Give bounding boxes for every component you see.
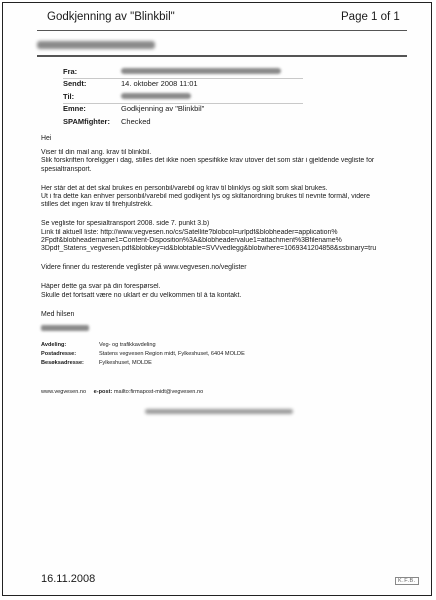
- redacted-footer-text: [145, 409, 293, 414]
- meta-divider: [63, 78, 303, 79]
- sent-value: 14. oktober 2008 11:01: [121, 79, 198, 89]
- header-divider: [37, 30, 407, 31]
- postal-address-label: Postadresse:: [41, 351, 77, 357]
- initials-stamp: K.F.B.: [395, 577, 419, 585]
- sent-row: [63, 78, 281, 91]
- spam-value: Checked: [121, 116, 151, 126]
- redacted-to-address: [121, 93, 191, 99]
- redacted-from-address: [121, 68, 281, 74]
- email-link[interactable]: mailto:firmapost-midt@vegvesen.no: [113, 389, 204, 395]
- sent-label: Sendt:: [63, 79, 87, 89]
- paragraph-1: Viser til din mail ang. krav til blinkbil. Slik forskriften foreligger i dag, stilles det ikke noen spesifikke krav utover det som står i gjeldende vegliste for spesialtransport.: [41, 149, 375, 173]
- paragraph-2: Her står det at det skal brukes en personbil/varebil og krav til blinklys og skilt som skal brukes. Ut i fra dette kan enhver personbil/varebil med godkjent lys og skiltanordning brukes til nevnte formål, videre stilles det ingen krav til firehjulstrekk.: [41, 184, 371, 209]
- meta-divider: [63, 103, 303, 104]
- spam-row: [63, 115, 281, 128]
- email-title: Godkjenning av "Blinkbil": [47, 11, 175, 23]
- sender-divider: [37, 55, 407, 57]
- paragraph-5: Håper dette ga svar på din forespørsel. Skulle det fortsatt være no uklart er du velkommen til å ta kontakt.: [41, 283, 242, 299]
- from-row: [63, 65, 281, 78]
- signature-block: [41, 341, 245, 368]
- visiting-address-label: Besøksadresse:: [41, 360, 84, 366]
- page-number: Page 1 of 1: [341, 11, 400, 23]
- paragraph-3: Se vegliste for spesialtransport 2008. side 7. punkt 3.b) Link til aktuell liste: http://www.vegvesen.no/cs/Satellite?blobcol=urlpdf&blobheader=application% 2Fpdf&blobheadername1=Content-Disposition%3A&blobheadervalue1=attachment%3Bfilename% 3Dpdf_Statens_vegvesen.pdf&blobkey=id&blobtable=SVVvedlegg&blobwhere=1069341204858&ssbinary=tru: [41, 220, 377, 253]
- subject-value: Godkjenning av "Blinkbil": [121, 104, 205, 114]
- paragraph-4: Videre finner du resterende veglister på www.vegvesen.no/veglister: [41, 264, 247, 272]
- scanned-page: [2, 2, 432, 596]
- email-label: e-post:: [93, 389, 113, 395]
- to-row: [63, 90, 281, 103]
- postal-address-value: Statens vegvesen Region midt, Fylkeshuset, 6404 MOLDE: [99, 351, 245, 357]
- closing: Med hilsen: [41, 310, 75, 318]
- redacted-signature-name: [41, 325, 89, 331]
- subject-row: [63, 103, 281, 116]
- from-label: Fra:: [63, 66, 78, 76]
- email-headers: [63, 65, 281, 128]
- to-label: Til:: [63, 91, 75, 101]
- print-date: 16.11.2008: [41, 573, 96, 585]
- redacted-sender-name: [37, 41, 155, 49]
- contact-line: [41, 389, 203, 395]
- website-link[interactable]: www.vegvesen.no: [41, 389, 87, 395]
- email-body: [41, 135, 413, 334]
- subject-label: Emne:: [63, 104, 86, 114]
- visiting-address-value: Fylkeshuset, MOLDE: [99, 360, 152, 366]
- department-value: Veg- og trafikkavdeling: [99, 342, 156, 348]
- greeting: Hei: [41, 135, 52, 142]
- spam-label: SPAMfighter:: [63, 116, 110, 126]
- department-label: Avdeling:: [41, 342, 67, 348]
